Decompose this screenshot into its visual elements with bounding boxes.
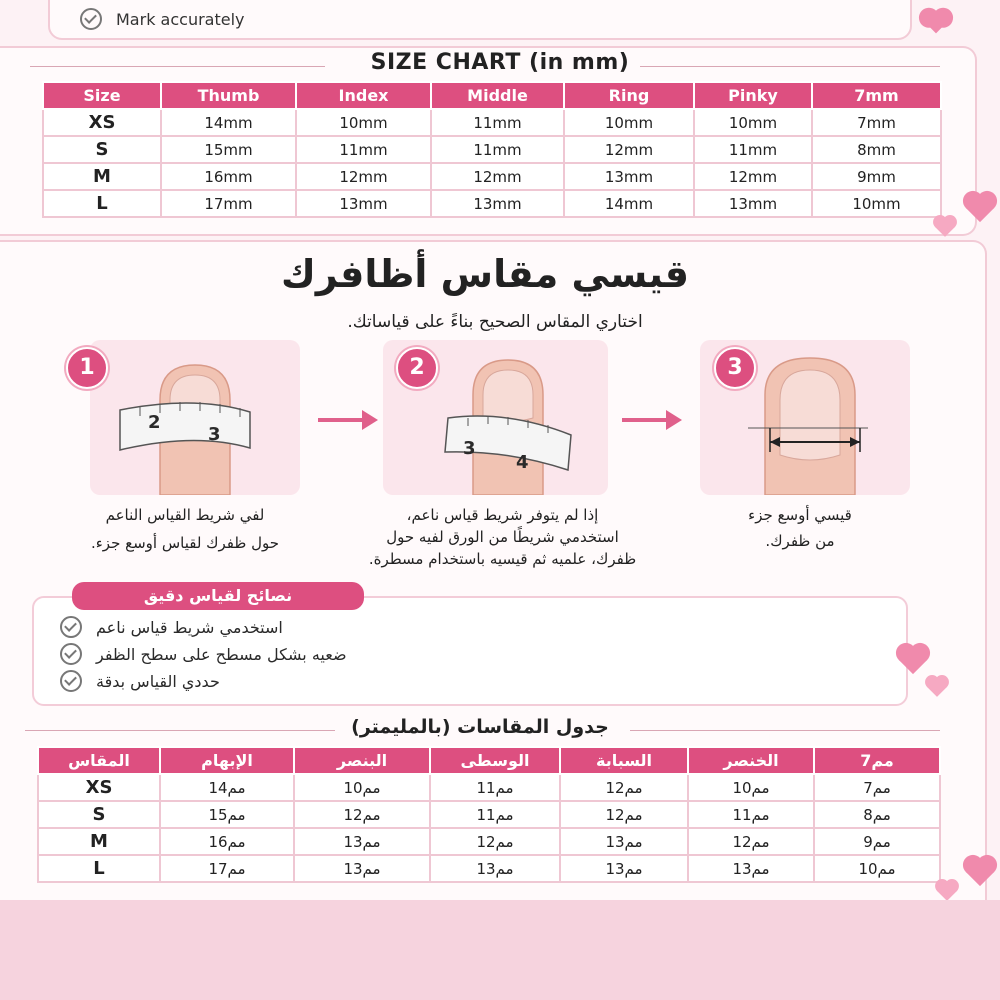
table-cell: 11mm — [694, 136, 812, 163]
table-row — [43, 136, 941, 163]
footer-band — [0, 900, 1000, 1000]
step-1-badge: 1 — [66, 347, 108, 389]
top-tip-row — [80, 8, 245, 30]
table-cell: 13مم — [688, 855, 814, 882]
column-header: 7مم — [814, 747, 940, 774]
table-cell: 10mm — [296, 109, 431, 136]
table-cell: 10mm — [812, 190, 941, 217]
en-header-row — [43, 82, 941, 109]
column-header: الإبهام — [160, 747, 294, 774]
table-cell: 13mm — [564, 163, 694, 190]
table-cell: 15mm — [161, 136, 296, 163]
caption-line: ظفرك، علميه ثم قيسيه باستخدام مسطرة. — [368, 550, 637, 568]
column-header: المقاس — [38, 747, 160, 774]
table-cell: 17مم — [160, 855, 294, 882]
table-cell: 12mm — [694, 163, 812, 190]
table-cell: 12mm — [296, 163, 431, 190]
ar-size-table — [37, 746, 941, 883]
step-1-card — [90, 340, 300, 495]
caption-line: استخدمي شريطًا من الورق لفيه حول — [386, 528, 619, 546]
table-cell: 11مم — [688, 801, 814, 828]
table-cell: 14مم — [160, 774, 294, 801]
en-size-table — [42, 81, 942, 218]
caption-line: لفي شريط القياس الناعم — [105, 506, 265, 524]
table-cell: 9mm — [812, 163, 941, 190]
check-icon — [80, 8, 102, 30]
table-row — [38, 855, 940, 882]
tip-text: استخدمي شريط قياس ناعم — [96, 617, 283, 637]
check-icon — [60, 616, 82, 638]
table-cell: 11مم — [430, 801, 560, 828]
table-row — [43, 190, 941, 217]
heart-icon — [925, 11, 948, 34]
top-tip-text: Mark accurately — [116, 9, 245, 29]
tape-number: 4 — [516, 452, 529, 473]
ar-chart-title: جدول المقاسات (بالمليمتر) — [351, 716, 609, 738]
check-icon — [60, 643, 82, 665]
table-cell: 12مم — [560, 801, 688, 828]
arrow-icon — [622, 410, 682, 430]
table-cell: 9مم — [814, 828, 940, 855]
column-header: Index — [296, 82, 431, 109]
table-cell: 13mm — [296, 190, 431, 217]
table-cell: 7مم — [814, 774, 940, 801]
table-cell: 17mm — [161, 190, 296, 217]
table-cell: 12mm — [564, 136, 694, 163]
table-cell: 13مم — [560, 855, 688, 882]
table-cell: 8mm — [812, 136, 941, 163]
tip-row — [60, 643, 347, 665]
table-cell: 10mm — [564, 109, 694, 136]
size-cell: L — [38, 855, 160, 882]
column-header: السبابة — [560, 747, 688, 774]
column-header: 7mm — [812, 82, 941, 109]
size-cell: XS — [38, 774, 160, 801]
table-cell: 16مم — [160, 828, 294, 855]
size-cell: S — [38, 801, 160, 828]
arrow-icon — [318, 410, 378, 430]
table-cell: 10mm — [694, 109, 812, 136]
table-cell: 8مم — [814, 801, 940, 828]
table-cell: 11mm — [431, 136, 564, 163]
table-cell: 11مم — [430, 774, 560, 801]
table-row — [38, 774, 940, 801]
table-cell: 13مم — [560, 828, 688, 855]
column-header: Thumb — [161, 82, 296, 109]
column-header: الوسطى — [430, 747, 560, 774]
size-cell: XS — [43, 109, 161, 136]
size-cell: S — [43, 136, 161, 163]
table-cell: 11mm — [296, 136, 431, 163]
table-cell: 13مم — [430, 855, 560, 882]
tape-number: 2 — [148, 412, 161, 433]
tip-row — [60, 616, 283, 638]
table-cell: 12مم — [560, 774, 688, 801]
table-cell: 15مم — [160, 801, 294, 828]
ar-title: قيسي مقاس أظافرك — [281, 252, 689, 296]
column-header: Middle — [431, 82, 564, 109]
tip-row — [60, 670, 220, 692]
step-2-badge: 2 — [396, 347, 438, 389]
table-cell: 13مم — [294, 828, 430, 855]
caption-line: إذا لم يتوفر شريط قياس ناعم، — [406, 506, 599, 524]
tape-number: 3 — [463, 438, 476, 459]
table-cell: 10مم — [294, 774, 430, 801]
table-cell: 7mm — [812, 109, 941, 136]
finger-measure-illustration — [90, 340, 300, 495]
ar-subtitle: اختاري المقاس الصحيح بناءً على قياساتك. — [347, 312, 643, 332]
en-chart-title: SIZE CHART (in mm) — [370, 50, 630, 75]
tape-number: 3 — [208, 424, 221, 445]
step-2-caption — [335, 504, 670, 570]
tip-text: ضعيه بشكل مسطح على سطح الظفر — [96, 644, 347, 664]
caption-line: قيسي أوسع جزء — [748, 506, 852, 524]
table-row — [38, 828, 940, 855]
table-cell: 12mm — [431, 163, 564, 190]
table-cell: 12مم — [430, 828, 560, 855]
table-cell: 14mm — [161, 109, 296, 136]
column-header: البنصر — [294, 747, 430, 774]
column-header: Size — [43, 82, 161, 109]
check-icon — [60, 670, 82, 692]
table-cell: 14mm — [564, 190, 694, 217]
tip-text: حددي القياس بدقة — [96, 671, 220, 691]
table-cell: 13mm — [694, 190, 812, 217]
table-cell: 12مم — [294, 801, 430, 828]
column-header: Pinky — [694, 82, 812, 109]
table-cell: 13مم — [294, 855, 430, 882]
caption-line: من ظفرك. — [765, 532, 835, 550]
step-3-caption — [700, 504, 900, 552]
table-cell: 12مم — [688, 828, 814, 855]
size-cell: M — [43, 163, 161, 190]
tips-title: نصائح لقياس دقيق — [72, 582, 364, 610]
column-header: الخنصر — [688, 747, 814, 774]
table-cell: 11mm — [431, 109, 564, 136]
table-cell: 10مم — [688, 774, 814, 801]
table-row — [38, 801, 940, 828]
size-cell: L — [43, 190, 161, 217]
step-3-badge: 3 — [714, 347, 756, 389]
column-header: Ring — [564, 82, 694, 109]
step-1-caption — [45, 504, 325, 554]
caption-line: حول ظفرك لقياس أوسع جزء. — [90, 534, 280, 552]
table-cell: 10مم — [814, 855, 940, 882]
table-cell: 16mm — [161, 163, 296, 190]
size-cell: M — [38, 828, 160, 855]
table-cell: 13mm — [431, 190, 564, 217]
table-row — [43, 109, 941, 136]
table-row — [43, 163, 941, 190]
ar-header-row — [38, 747, 940, 774]
